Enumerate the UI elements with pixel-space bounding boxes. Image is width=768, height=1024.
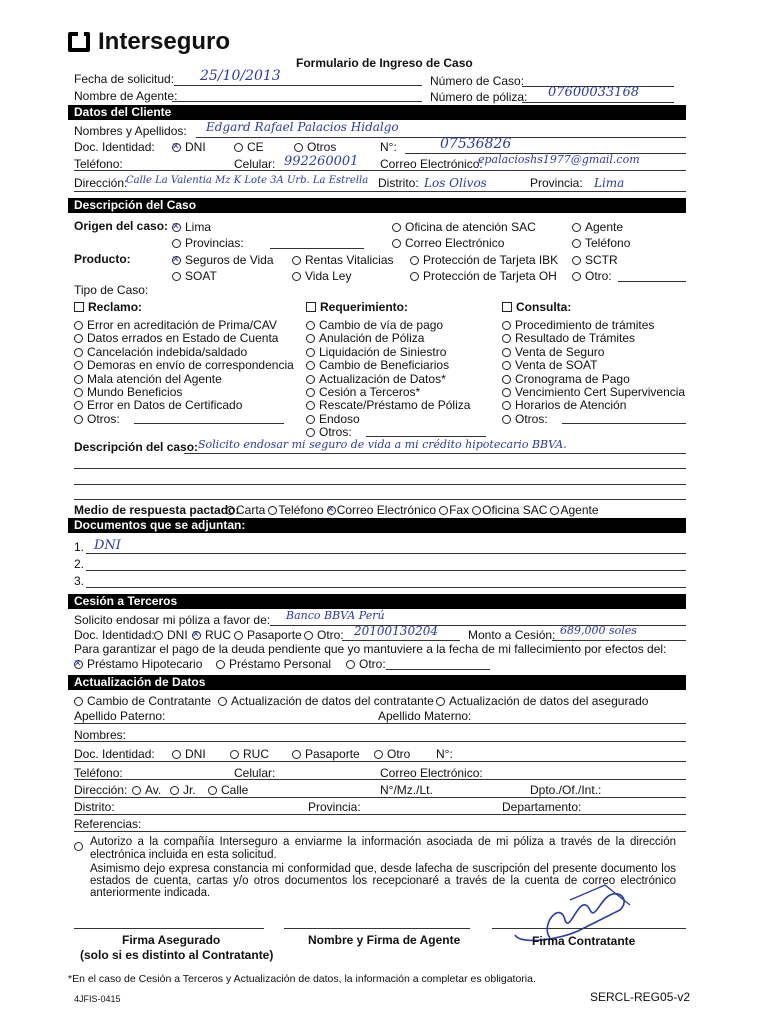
- act-nmz: N°/Mz./Lt.: [380, 783, 433, 797]
- doc-ce-option[interactable]: CE: [234, 140, 264, 154]
- radio-icon: [502, 334, 511, 343]
- firma-agente: Nombre y Firma de Agente: [308, 933, 461, 947]
- radio-icon: [170, 786, 179, 795]
- requerimiento-option[interactable]: Otros:: [306, 425, 352, 439]
- provincia-value[interactable]: Lima: [594, 176, 625, 190]
- code-left: 4JFIS-0415: [74, 994, 121, 1004]
- producto-soat[interactable]: SOAT: [172, 269, 217, 283]
- n-label: N°:: [380, 140, 397, 154]
- reclamo-checkbox[interactable]: Reclamo:: [74, 300, 142, 314]
- doc-num-3: 3.: [74, 574, 85, 588]
- correo-label: Correo Electrónico:: [380, 157, 483, 171]
- radio-icon: [572, 256, 581, 265]
- radio-icon: [327, 506, 336, 515]
- doc-num-2: 2.: [74, 557, 85, 571]
- radio-icon: [306, 415, 315, 424]
- radio-icon: [268, 506, 277, 515]
- act-doc: Doc. Identidad:: [74, 747, 155, 761]
- distrito-label: Distrito:: [378, 176, 419, 190]
- section-datos-cliente: Datos del Cliente: [68, 105, 686, 120]
- producto-label: Producto:: [74, 252, 131, 266]
- act-provincia: Provincia:: [308, 800, 361, 814]
- radio-icon: [306, 428, 315, 437]
- reclamo-option[interactable]: Error en acreditación de Prima/CAV: [74, 318, 277, 332]
- radio-icon: [439, 506, 448, 515]
- consulta-option[interactable]: Resultado de Trámites: [502, 331, 635, 345]
- producto-oh[interactable]: Protección de Tarjeta OH: [410, 269, 557, 283]
- act-departamento: Departamento:: [502, 800, 582, 814]
- producto-rentas[interactable]: Rentas Vitalicias: [292, 253, 394, 267]
- section-actualizacion: Actualización de Datos: [68, 675, 686, 690]
- requerimiento-option[interactable]: Cesión a Terceros*: [306, 385, 420, 399]
- radio-icon: [502, 321, 511, 330]
- reclamo-option[interactable]: Mundo Beneficios: [74, 385, 182, 399]
- fecha-value[interactable]: 25/10/2013: [200, 68, 281, 84]
- radio-icon: [172, 256, 181, 265]
- footnote: *En el caso de Cesión a Terceros y Actualización de datos, la información a completar es obligatoria.: [68, 973, 536, 985]
- act-apellido-pat: Apellido Paterno:: [74, 709, 166, 723]
- n-value[interactable]: 07536826: [440, 136, 512, 152]
- medios-group: [226, 503, 602, 517]
- radio-icon: [172, 223, 181, 232]
- provincia-label: Provincia:: [530, 176, 583, 190]
- radio-otros-icon: [294, 143, 303, 152]
- firma-asegurado-note: (solo si es distinto al Contratante): [80, 948, 274, 962]
- radio-icon: [374, 750, 383, 759]
- nombres-label: Nombres y Apellidos:: [74, 124, 187, 138]
- medio-option[interactable]: ✕ Correo Electrónico: [327, 503, 436, 517]
- radio-icon: [208, 786, 217, 795]
- section-descripcion-caso: Descripción del Caso: [68, 198, 686, 213]
- radio-icon: [74, 842, 83, 851]
- requerimiento-option[interactable]: Cambio de Beneficiarios: [306, 358, 449, 372]
- act-jr[interactable]: Jr.: [170, 783, 196, 797]
- radio-icon: [502, 361, 511, 370]
- radio-icon: [502, 348, 511, 357]
- reclamo-option[interactable]: Mala atención del Agente: [74, 372, 222, 386]
- consulta-option[interactable]: Procedimiento de trámites: [502, 318, 654, 332]
- cesion-otro-value[interactable]: 20100130204: [354, 624, 438, 638]
- radio-icon: [392, 239, 401, 248]
- direccion-label: Dirección:: [74, 176, 128, 190]
- radio-dni-icon: [172, 143, 181, 152]
- section-cesion: Cesión a Terceros: [68, 594, 686, 609]
- distrito-value[interactable]: Los Olivos: [424, 176, 487, 190]
- producto-sctr[interactable]: SCTR: [572, 253, 618, 267]
- requerimiento-option[interactable]: Rescate/Préstamo de Póliza: [306, 398, 470, 412]
- act-contratante[interactable]: Actualización de datos del contratante: [218, 694, 434, 708]
- origen-oficina[interactable]: Oficina de atención SAC: [392, 220, 536, 234]
- radio-icon: [346, 660, 355, 669]
- medio-option[interactable]: Agente: [550, 503, 598, 517]
- descripcion-label: Descripción del caso:: [74, 440, 199, 454]
- radio-icon: [550, 506, 559, 515]
- origen-label: Origen del caso:: [74, 219, 169, 233]
- consulta-option[interactable]: Vencimiento Cert Supervivencia: [502, 385, 685, 399]
- origen-agente[interactable]: Agente: [572, 220, 623, 234]
- medio-option[interactable]: Oficina SAC: [472, 503, 547, 517]
- radio-icon: [292, 272, 301, 281]
- descripcion-value[interactable]: Solicito endosar mi seguro de vida a mi crédito hipotecario BBVA.: [198, 438, 567, 451]
- fecha-label: Fecha de solicitud:: [74, 72, 175, 86]
- asimismo-text: Asimismo dejo expresa constancia mi conformidad que, desde lafecha de suscripción del presente documento los estados de cuenta, cartas y/o otros documentos los recepcionaré a través de la cuenta de correo electrónico anteriormente indicada.: [90, 863, 676, 899]
- consulta-option[interactable]: Otros:: [502, 412, 548, 426]
- cesion-doc-label: Doc. Identidad:: [74, 628, 155, 642]
- brand-name: Interseguro: [98, 28, 231, 55]
- act-nombres: Nombres:: [74, 728, 127, 742]
- radio-icon: [216, 660, 225, 669]
- act-n: N°:: [436, 747, 453, 761]
- origen-telefono[interactable]: Teléfono: [572, 236, 630, 250]
- cesion-garantizar: Para garantizar el pago de la deuda pendiente que yo mantuviere a la fecha de mi fallecimiento por efectos del:: [74, 642, 667, 656]
- caso-label: Número de Caso:: [430, 74, 525, 88]
- checkbox-icon: [502, 302, 512, 312]
- producto-vida[interactable]: ✕ Seguros de Vida: [172, 253, 274, 267]
- radio-icon: [572, 239, 581, 248]
- reclamo-option[interactable]: Datos errados en Estado de Cuenta: [74, 331, 278, 345]
- autorizo-radio[interactable]: [74, 839, 87, 853]
- reclamo-option[interactable]: Otros:: [74, 412, 120, 426]
- medio-option[interactable]: Carta: [226, 503, 265, 517]
- consulta-option[interactable]: Venta de SOAT: [502, 358, 598, 372]
- monto-label: Monto a Cesión:: [468, 628, 556, 642]
- agente-label: Nombre de Agente:: [74, 89, 178, 103]
- radio-icon: [172, 272, 181, 281]
- consulta-checkbox[interactable]: Consulta:: [502, 300, 571, 314]
- reclamo-option[interactable]: Error en Datos de Certificado: [74, 398, 242, 412]
- celular-label: Celular:: [234, 157, 276, 171]
- radio-icon: [306, 388, 315, 397]
- cesion-pasaporte[interactable]: Pasaporte: [234, 628, 302, 642]
- cesion-dni[interactable]: DNI: [154, 628, 188, 642]
- act-pasaporte[interactable]: Pasaporte: [292, 747, 360, 761]
- checkbox-icon: [74, 302, 84, 312]
- radio-icon: [306, 361, 315, 370]
- logo-icon: [68, 32, 90, 52]
- requerimiento-option[interactable]: Liquidación de Siniestro: [306, 345, 446, 359]
- celular-value[interactable]: 992260001: [284, 154, 359, 169]
- radio-icon: [292, 256, 301, 265]
- consulta-option[interactable]: Cronograma de Pago: [502, 372, 630, 386]
- medio-option[interactable]: Fax: [439, 503, 469, 517]
- prestamo-hipotecario[interactable]: ✕Préstamo Hipotecario: [74, 657, 202, 671]
- direccion-value[interactable]: Calle La Valentia Mz K Lote 3A Urb. La Estrella: [126, 175, 369, 186]
- radio-icon: [172, 239, 181, 248]
- cesion-solicito: Solicito endosar mi póliza a favor de:: [74, 613, 271, 627]
- origen-correo[interactable]: Correo Electrónico: [392, 236, 504, 250]
- radio-ce-icon: [234, 143, 243, 152]
- firma-asegurado: Firma Asegurado: [122, 933, 221, 947]
- consulta-option[interactable]: Venta de Seguro: [502, 345, 604, 359]
- requerimiento-option[interactable]: Actualización de Datos*: [306, 372, 446, 386]
- radio-icon: [306, 348, 315, 357]
- nombres-value[interactable]: Edgard Rafael Palacios Hidalgo: [206, 120, 399, 134]
- act-cambio[interactable]: Cambio de Contratante: [74, 694, 211, 708]
- firma-contratante: Firma Contratante: [532, 934, 636, 948]
- checkbox-icon: [306, 302, 316, 312]
- radio-icon: [392, 223, 401, 232]
- medio-option[interactable]: Teléfono: [268, 503, 323, 517]
- radio-icon: [292, 750, 301, 759]
- origen-provincias[interactable]: Provincias:: [172, 236, 244, 250]
- radio-icon: [132, 786, 141, 795]
- act-telefono: Teléfono:: [74, 766, 123, 780]
- act-dpto: Dpto./Of./Int.:: [530, 783, 602, 797]
- cesion-ruc[interactable]: ✕ RUC: [192, 628, 231, 642]
- doc-value-1[interactable]: DNI: [94, 538, 121, 553]
- radio-icon: [410, 256, 419, 265]
- radio-icon: [218, 697, 227, 706]
- radio-icon: [74, 348, 83, 357]
- radio-icon: [154, 631, 163, 640]
- radio-icon: [230, 750, 239, 759]
- radio-icon: [192, 631, 201, 640]
- radio-icon: [306, 334, 315, 343]
- radio-icon: [74, 401, 83, 410]
- act-apellido-mat: Apellido Materno:: [378, 709, 472, 723]
- doc-label: Doc. Identidad:: [74, 140, 155, 154]
- radio-icon: [306, 321, 315, 330]
- radio-icon: [74, 334, 83, 343]
- act-referencias: Referencias:: [74, 817, 142, 831]
- reclamo-option[interactable]: Demoras en envío de correspondencia: [74, 358, 294, 372]
- medio-label: Medio de respuesta pactado:: [74, 503, 240, 517]
- radio-icon: [306, 401, 315, 410]
- radio-icon: [306, 375, 315, 384]
- radio-icon: [74, 388, 83, 397]
- telefono-label: Teléfono:: [74, 157, 123, 171]
- radio-icon: [234, 631, 243, 640]
- requerimiento-option[interactable]: Cambio de vía de pago: [306, 318, 443, 332]
- act-celular: Celular:: [234, 766, 276, 780]
- act-direccion: Dirección:: [74, 783, 128, 797]
- doc-otros-option[interactable]: Otros: [294, 140, 336, 154]
- act-asegurado[interactable]: Actualización de datos del asegurado: [436, 694, 648, 708]
- radio-icon: [74, 697, 83, 706]
- requerimiento-checkbox[interactable]: Requerimiento:: [306, 300, 408, 314]
- correo-value[interactable]: epalacioshs1977@gmail.com: [478, 153, 640, 166]
- radio-icon: [226, 506, 235, 515]
- act-av[interactable]: Av.: [132, 783, 161, 797]
- radio-icon: [572, 272, 581, 281]
- radio-icon: [172, 750, 181, 759]
- poliza-label: Número de póliza:: [430, 90, 528, 104]
- doc-num-1: 1.: [74, 540, 85, 554]
- radio-icon: [74, 660, 83, 669]
- act-calle[interactable]: Calle: [208, 783, 248, 797]
- doc-dni-option[interactable]: ✕ DNI: [172, 140, 206, 154]
- radio-icon: [502, 375, 511, 384]
- monto-value[interactable]: 689,000 soles: [560, 624, 637, 637]
- cesion-otro[interactable]: Otro:: [304, 628, 344, 642]
- act-correo: Correo Electrónico:: [380, 766, 483, 780]
- requerimiento-option[interactable]: Endoso: [306, 412, 360, 426]
- radio-icon: [304, 631, 313, 640]
- origen-lima[interactable]: ✕ Lima: [172, 220, 211, 234]
- requerimiento-option[interactable]: Anulación de Póliza: [306, 331, 424, 345]
- radio-icon: [74, 361, 83, 370]
- tipo-label: Tipo de Caso:: [74, 283, 149, 297]
- prestamo-personal[interactable]: Préstamo Personal: [216, 657, 331, 671]
- act-otro[interactable]: Otro: [374, 747, 410, 761]
- prestamo-otro[interactable]: Otro:: [346, 657, 386, 671]
- radio-icon: [572, 223, 581, 232]
- act-distrito: Distrito:: [74, 800, 115, 814]
- poliza-value[interactable]: 07600033168: [548, 85, 639, 100]
- act-dni[interactable]: DNI: [172, 747, 206, 761]
- autorizo-text: Autorizo a la compañía Interseguro a enviarme la información asociada de mi póliza a través de la dirección electrónica incluida en esta solicitud.: [90, 836, 676, 861]
- radio-icon: [410, 272, 419, 281]
- consulta-option[interactable]: Horarios de Atención: [502, 398, 626, 412]
- producto-otro[interactable]: Otro:: [572, 269, 612, 283]
- cesion-favor-value[interactable]: Banco BBVA Perú: [286, 609, 385, 622]
- radio-icon: [502, 415, 511, 424]
- radio-icon: [74, 415, 83, 424]
- radio-icon: [74, 375, 83, 384]
- radio-icon: [472, 506, 481, 515]
- reclamo-option[interactable]: Cancelación indebida/saldado: [74, 345, 247, 359]
- form-title: Formulario de Ingreso de Caso: [296, 56, 473, 70]
- act-ruc[interactable]: RUC: [230, 747, 269, 761]
- radio-icon: [74, 321, 83, 330]
- producto-ibk[interactable]: Protección de Tarjeta IBK: [410, 253, 558, 267]
- radio-icon: [436, 697, 445, 706]
- radio-icon: [502, 388, 511, 397]
- section-documentos: Documentos que se adjuntan:: [68, 518, 686, 533]
- code-right: SERCL-REG05-v2: [590, 990, 691, 1004]
- producto-vida-ley[interactable]: Vida Ley: [292, 269, 351, 283]
- radio-icon: [502, 401, 511, 410]
